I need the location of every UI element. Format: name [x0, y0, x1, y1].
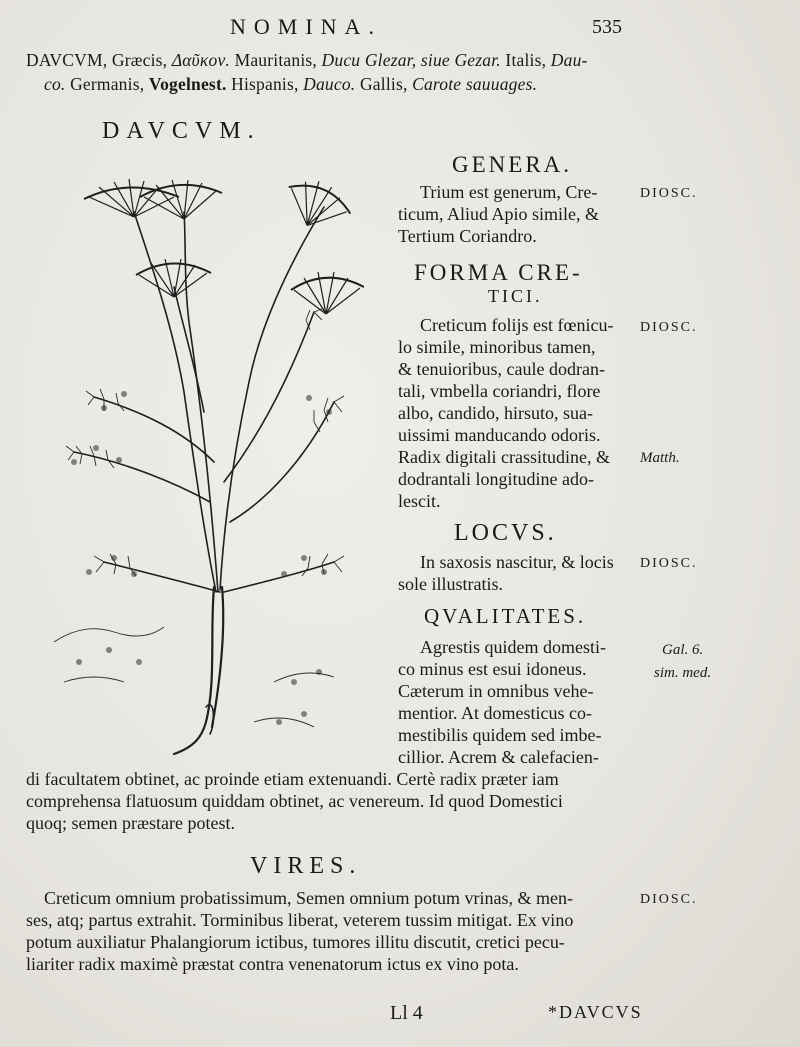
margin-note-gal: Gal. 6. — [662, 642, 704, 658]
qualitates-line-2: co minus est esui idoneus. — [398, 659, 587, 679]
margin-note-locus: DIOSC. — [640, 556, 698, 571]
nomina-italic: Ducu Glezar, siue Gezar. — [321, 50, 501, 70]
margin-note-forma: DIOSC. — [640, 320, 698, 335]
qualitates-line-6: cillior. Acrem & calefacien- — [398, 747, 599, 767]
nomina-text: Germanis, — [65, 74, 149, 94]
nomina-text: Italis, — [500, 50, 551, 70]
nomina-italic: Carote sauuages. — [412, 74, 538, 94]
qualitates-line-1: Agrestis quidem domesti- — [420, 637, 606, 657]
genera-line-2: ticum, Aliud Apio simile, & — [398, 204, 600, 224]
forma-line-5: albo, candido, hirsuto, sua- — [398, 403, 593, 423]
nomina-italic: Dauco. — [303, 74, 356, 94]
daucus-woodcut-illustration — [34, 162, 364, 762]
nomina-text: Hispanis, — [226, 74, 304, 94]
running-head: NOMINA. — [230, 14, 382, 39]
forma-line-8: dodrantali longitudine ado- — [398, 469, 594, 489]
margin-note-genera: DIOSC. — [640, 186, 698, 201]
qualitates-full-line-2: comprehensa flatuosum quiddam obtinet, ac venereum. Id quod Domestici — [26, 791, 563, 811]
qualitates-line-4: mentior. At domesticus co- — [398, 703, 592, 723]
nomina-text: DAVCVM, Græcis, — [26, 50, 172, 70]
forma-line-2: lo simile, minoribus tamen, — [398, 337, 596, 357]
locus-line-1: In saxosis nascitur, & locis — [420, 552, 614, 572]
section-heading-genera: GENERA. — [452, 152, 573, 177]
locus-line-2: sole illustratis. — [398, 574, 503, 594]
plant-title: DAVCVM. — [102, 118, 261, 144]
catchword: *DAVCVS — [548, 1002, 643, 1022]
nomina-italic: co. — [44, 74, 66, 94]
forma-line-1: Creticum folijs est fœnicu- — [420, 315, 614, 335]
forma-line-6: uissimi manducando odoris. — [398, 425, 601, 445]
section-heading-forma-1: FORMA CRE- — [414, 260, 583, 285]
margin-note-matth: Matth. — [640, 450, 680, 466]
forma-line-9: lescit. — [398, 491, 441, 511]
plant-drawing — [34, 162, 364, 762]
nomina-text: Gallis, — [355, 74, 413, 94]
nomina-italic: Dau- — [550, 50, 588, 70]
margin-note-sim-med: sim. med. — [654, 665, 712, 681]
section-heading-vires: VIRES. — [250, 853, 362, 879]
nomina-greek: Δαῦκον. — [171, 50, 230, 70]
margin-note-vires: DIOSC. — [640, 892, 698, 907]
forma-line-7: Radix digitali crassitudine, & — [398, 447, 610, 467]
vires-line-3: potum auxiliatur Phalangiorum ictibus, tumores illitu discutit, cretici pecu- — [26, 932, 565, 952]
vires-line-2: ses, atq; partus extrahit. Torminibus liberat, veterem tussim mitigat. Ex vino — [26, 910, 574, 930]
qualitates-line-3: Cæterum in omnibus vehe- — [398, 681, 594, 701]
qualitates-full-line-3: quoq; semen præstare potest. — [26, 813, 235, 833]
section-heading-locus: LOCVS. — [454, 520, 557, 546]
qualitates-full-line-1: di facultatem obtinet, ac proinde etiam extenuandi. Certè radix præter iam — [26, 769, 559, 789]
qualitates-line-5: mestibilis quidem sed imbe- — [398, 725, 602, 745]
genera-line-3: Tertium Coriandro. — [398, 226, 537, 246]
nomina-text: Mauritanis, — [230, 50, 322, 70]
vires-line-4: liariter radix maximè præstat contra venenatorum ictus ex vino pota. — [26, 954, 519, 974]
nomina-blackletter: Vogelnest. — [148, 74, 227, 94]
page-number: 535 — [592, 16, 622, 38]
section-heading-forma-2: TICI. — [488, 286, 543, 306]
signature-mark: Ll 4 — [390, 1002, 423, 1024]
genera-line-1: Trium est generum, Cre- — [420, 182, 598, 202]
nomina-line-1 — [26, 50, 588, 71]
forma-line-4: tali, vmbella coriandri, flore — [398, 381, 601, 401]
forma-line-3: & tenuioribus, caule dodran- — [398, 359, 605, 379]
nomina-line-2 — [44, 74, 537, 95]
section-heading-qualitates: QVALITATES. — [424, 604, 587, 628]
vires-line-1: Creticum omnium probatissimum, Semen omnium potum vrinas, & men- — [44, 888, 573, 908]
